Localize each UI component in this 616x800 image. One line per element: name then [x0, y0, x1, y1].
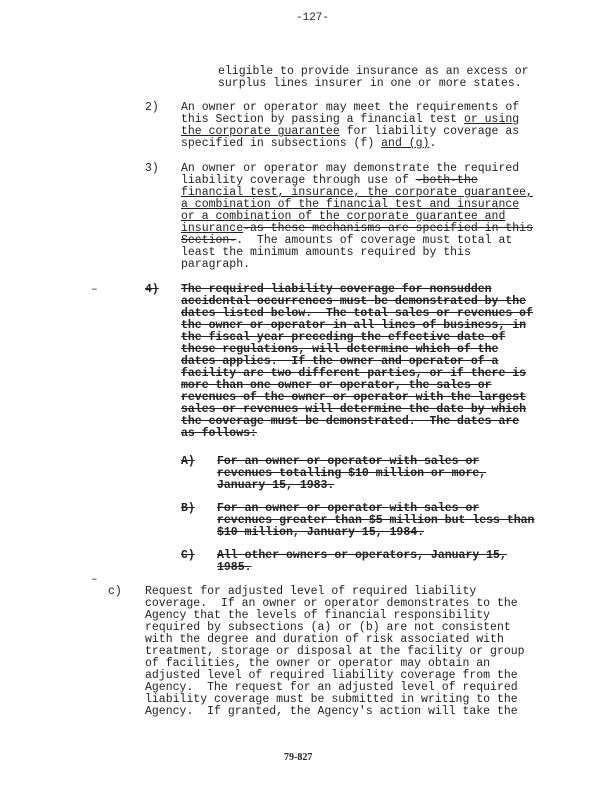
deleted-text: Section-: [181, 234, 237, 247]
inserted-text: the corporate guarantee: [181, 125, 340, 138]
item-4-line: more than one owner or operator, the sales or: [181, 379, 492, 392]
item-3-line-8: least the minimum amounts required by this: [181, 246, 471, 259]
item-4-line: revenues of the owner or operator with the largest: [181, 391, 527, 404]
item-4-line: the fiscal year preceding the effective date of: [181, 331, 506, 344]
item-c-line: Agency. The request for an adjusted level of required: [145, 681, 518, 694]
item-4-number: 4): [145, 283, 159, 296]
item-4a-line-2: revenues totalling $10 million or more,: [217, 467, 487, 480]
item-2-line-2: this Section by passing a financial test or using: [181, 113, 520, 126]
item-4b-line-3: $10 million, January 15, 1984.: [217, 526, 425, 539]
item-c-line: liability coverage must be submitted in writing to the: [145, 693, 518, 706]
inserted-text: insurance: [181, 222, 244, 235]
item-c-line: Request for adjusted level of required liability: [145, 585, 477, 598]
item-4-line: dates applies. If the owner and operator of a: [181, 355, 499, 368]
item-4c-number: C): [181, 549, 195, 562]
item-2-number: 2): [145, 101, 159, 114]
item-4-line: dates listed below. The total sales or revenues of: [181, 307, 533, 320]
item-3-line-7: Section-. The amounts of coverage must total at: [181, 234, 513, 247]
item-c-line: adjusted level of required liability coverage from the: [145, 669, 518, 682]
item-c-line: of facilities, the owner or operator may obtain an: [145, 657, 491, 670]
margin-revision-mark: –: [91, 284, 98, 296]
item-3-line-3: financial test, insurance, the corporate guarantee,: [181, 186, 533, 199]
item-c-number: c): [108, 585, 122, 598]
item-c-line: Agency that the levels of financial responsibility: [145, 609, 491, 622]
item-4b-line-2: revenues greater than $5 million but less than: [217, 514, 535, 527]
item-c-line: with the degree and duration of risk associated with: [145, 633, 504, 646]
item-3-line-1: An owner or operator may demonstrate the required: [181, 162, 520, 175]
item-3-line-5: or a combination of the corporate guarantee and: [181, 210, 506, 223]
item-3-number: 3): [145, 162, 159, 175]
item-4-line: sales or revenues will determine the date by which: [181, 403, 527, 416]
deleted-text: -as these mechanisms are specified in this: [243, 222, 533, 235]
item-4a-line-3: January 15, 1983.: [217, 479, 335, 492]
item-c-line: required by subsections (a) or (b) are not consistent: [145, 621, 511, 634]
inserted-text: and (g): [381, 137, 430, 150]
inserted-text: or using: [463, 113, 520, 126]
item-4c-line-2: 1985.: [217, 561, 252, 574]
item-4-line: accidental occurrences must be demonstrated by the: [181, 295, 527, 308]
item-4-line: The required liability coverage for nonsudden: [181, 283, 492, 296]
item-4b-number: B): [181, 502, 195, 515]
item-4-line: facility are two different parties, or if there is: [181, 367, 527, 380]
item-4b-line-1: For an owner or operator with sales or: [217, 502, 480, 515]
item-2-line-4: specified in subsections (f) and (g).: [181, 137, 437, 150]
item-4-line: these regulations, will determine which of the: [181, 343, 499, 356]
deleted-text: -both-the: [415, 174, 478, 187]
item-c-line: coverage. If an owner or operator demonstrates to the: [145, 597, 518, 610]
margin-revision-mark: –: [91, 574, 98, 586]
item-3-line-9: paragraph.: [181, 258, 251, 271]
item-4a-number: A): [181, 455, 195, 468]
item-4c-line-1: All other owners or operators, January 15,: [217, 549, 507, 562]
item-4-line: as follows:: [181, 427, 257, 440]
intro-line-2: surplus lines insurer in one or more states.: [218, 77, 522, 90]
item-c-line: treatment, storage or disposal at the facility or group: [145, 645, 525, 658]
item-4-line: the owner or operator in all lines of business, in: [181, 319, 527, 332]
item-4a-line-1: For an owner or operator with sales or: [217, 455, 480, 468]
page-number: -127-: [296, 12, 330, 24]
item-3-line-2: liability coverage through use of -both-the: [181, 174, 478, 187]
footer-code: 79-827: [284, 752, 313, 763]
item-2-line-1: An owner or operator may meet the requirements of: [181, 101, 520, 114]
item-c-line: Agency. If granted, the Agency's action will take the: [145, 705, 518, 718]
item-2-line-3: the corporate guarantee for liability coverage as: [181, 125, 520, 138]
intro-line-1: eligible to provide insurance as an excess or: [218, 65, 529, 78]
item-3-line-4: a combination of the financial test and insurance: [181, 198, 520, 211]
item-4-line: the coverage must be demonstrated. The dates are: [181, 415, 520, 428]
